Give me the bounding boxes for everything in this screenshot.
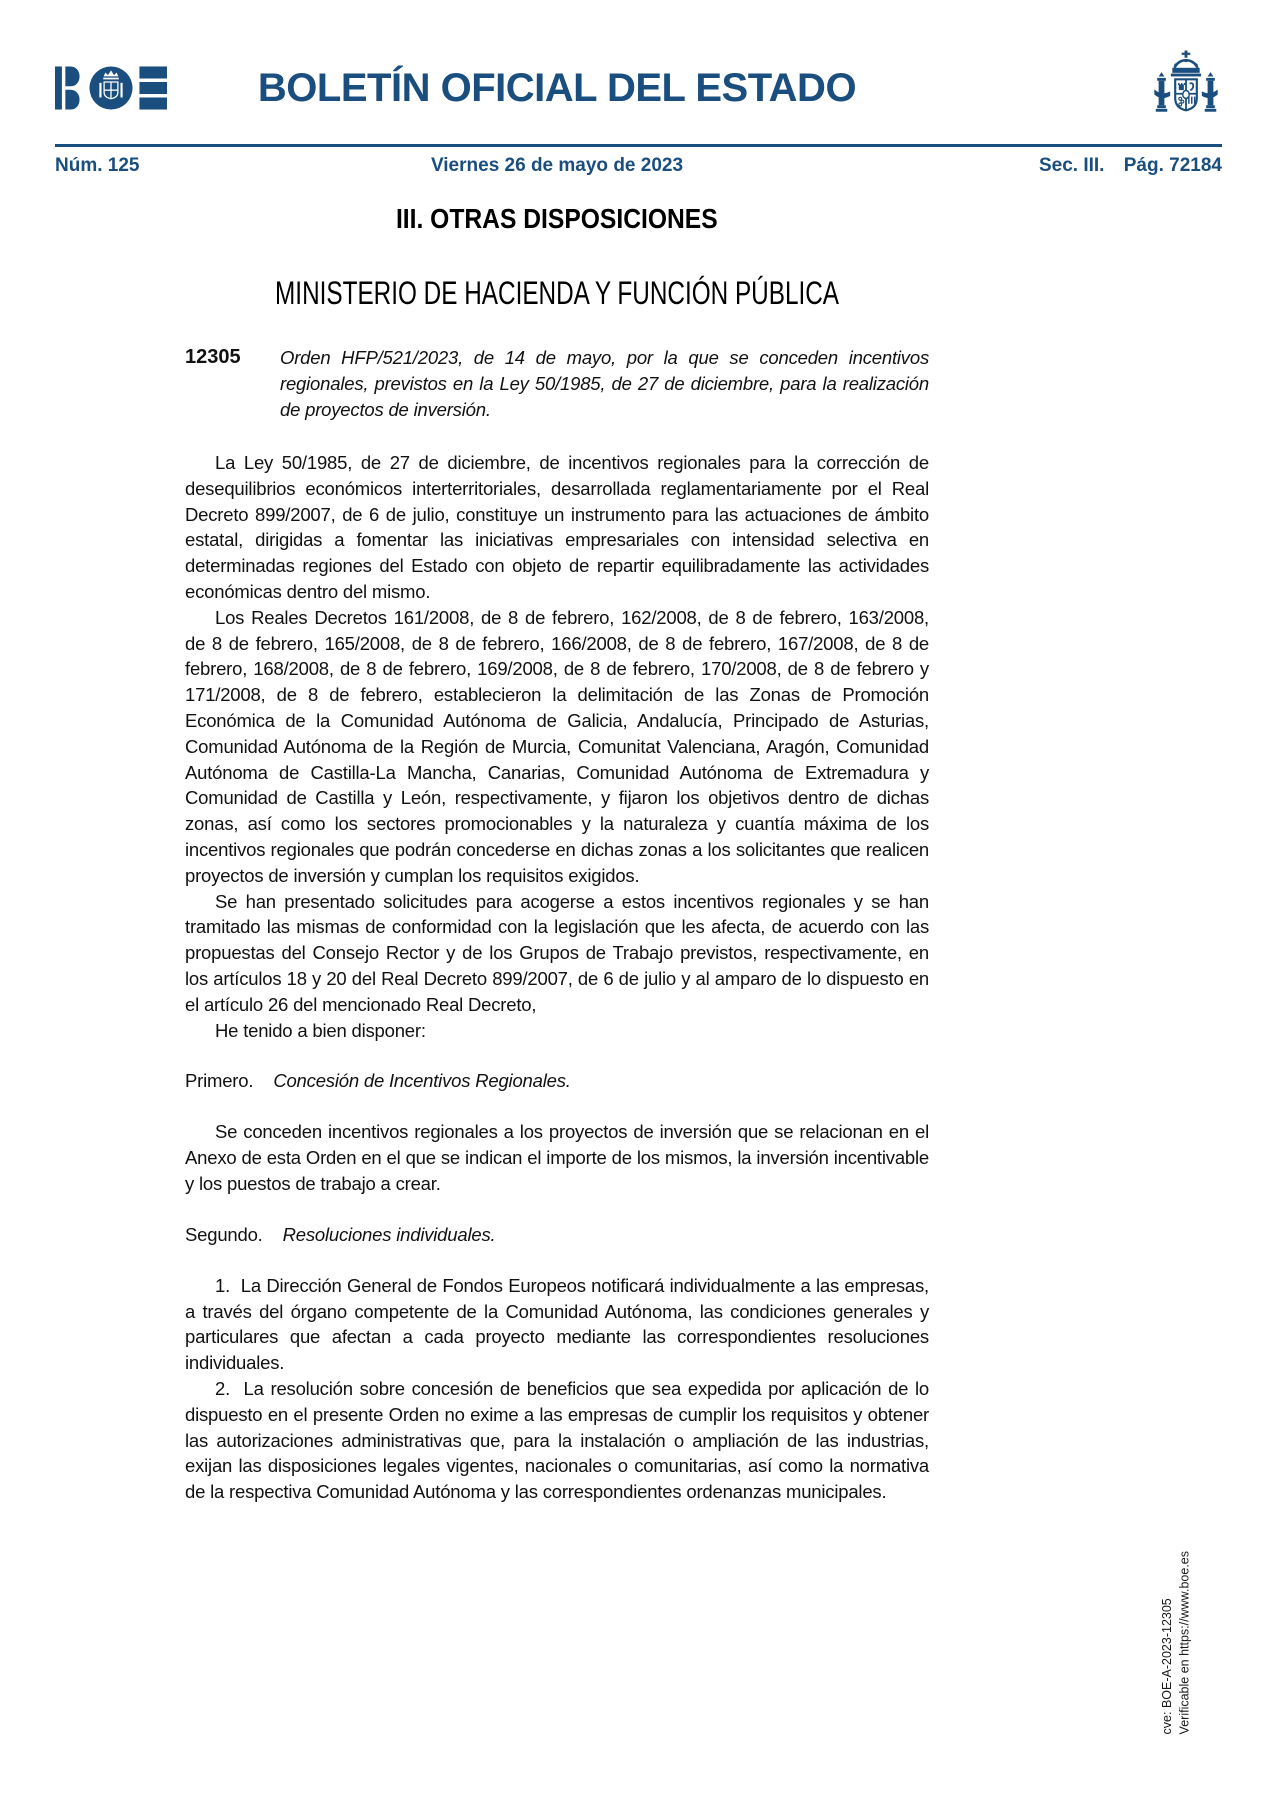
disposition-kind-text: III. OTRAS DISPOSICIONES (396, 203, 718, 234)
issue-number: Núm. 125 (55, 155, 140, 176)
header-meta (55, 155, 1222, 179)
section-label: Primero. (185, 1070, 254, 1092)
order-title: Orden HFP/521/2023, de 14 de mayo, por la que se conceden incentivos regionales, previstos en la Ley 50/1985, de 27 de diciembre, para la realización de proyectos de inversión. (280, 347, 929, 420)
intro-paragraph: La Ley 50/1985, de 27 de diciembre, de incentivos regionales para la corrección de desequilibrios económicos interterritoriales, desarrollada reglamentariamente por el Real Decreto 899/2007, de 6 de julio, constituye un instrumento para las actuaciones de ámbito estatal, dirigidas a fomentar las iniciativas empresariales con intensidad selectiva en determinadas regiones del Estado con objeto de repartir equilibradamente las actividades económicas dentro del mismo. (185, 452, 929, 602)
cve-sidebar (1159, 1551, 1194, 1734)
page-number: Pág. 72184 (1123, 155, 1222, 176)
intro-paragraph: Se han presentado solicitudes para acogerse a estos incentivos regionales y se han tramitado las mismas de conformidad con la legislación que les afecta, de acuerdo con las propuestas del Consejo Rector y de los Grupos de Trabajo previstos, respectivamente, en los artículos 18 y 20 del Real Decreto 899/2007, de 6 de julio y al amparo de lo dispuesto en el artículo 26 del mencionado Real Decreto, (185, 890, 929, 1015)
order-number: 12305 (185, 346, 241, 368)
order-item (185, 345, 929, 423)
section-paragraph: 2. La resolución sobre concesión de beneficios que sea expedida por aplicación de lo dispuesto en el presente Orden no exime a las empresas de cumplir los requisitos y obtener las autorizaciones administrativas que, para la instalación o ampliación de las industrias, exijan las disposiciones legales vigentes, nacionales o comunitarias, así como la normativa de la respectiva Comunidad Autónoma y las correspondientes ordenanzas municipales. (185, 1377, 929, 1503)
section-title: Resoluciones individuales. (282, 1223, 496, 1245)
section-heading-segundo (185, 1224, 929, 1246)
spain-coat-of-arms-icon (1150, 50, 1222, 141)
verifiable-note: Verificable en https://www.boe.es (1177, 1550, 1192, 1734)
boe-logo-icon (55, 54, 167, 127)
cve-code: cve: BOE-A-2023-12305 (1160, 1597, 1174, 1734)
section-paragraph: Se conceden incentivos regionales a los proyectos de inversión que se relacionan en el Anexo de esta Orden en el que se indican el importe de los mismos, la inversión incentivable y los puestos de trabajo a crear. (185, 1121, 929, 1194)
document-body (185, 203, 929, 1505)
gazette-title: BOLETÍN OFICIAL DEL ESTADO (257, 66, 857, 110)
section-page (1039, 155, 1222, 177)
ministry-heading (185, 275, 929, 311)
intro-paragraph: He tenido a bien disponer: (215, 1019, 426, 1041)
section-label: Segundo. (185, 1223, 263, 1245)
issue-date: Viernes 26 de mayo de 2023 (430, 155, 684, 176)
section-heading-primero (185, 1070, 929, 1092)
intro-paragraph: Los Reales Decretos 161/2008, de 8 de febrero, 162/2008, de 8 de febrero, 163/2008, de 8 de febrero, 165/2008, de 8 de febrero, 166/2008, de 8 de febrero, 167/2008, de 8 de febrero, 168/2008, de 8 de febrero, 169/2008, de 8 de febrero, 170/2008, de 8 de febrero y 171/2008, de 8 de febrero, establecieron la delimitación de las Zonas de Promoción Económica de la Comunidad Autónoma de Galicia, Andalucía, Principado de Asturias, Comunidad Autónoma de la Región de Murcia, Comunitat Valenciana, Aragón, Comunidad Autónoma de Castilla-La Mancha, Canarias, Comunidad Autónoma de Extremadura y Comunidad de Castilla y León, respectivamente, y fijaron los objetivos dentro de dichas zonas, así como los sectores promocionables y la naturaleza y cuantía máxima de los incentivos regionales que podrán concederse en dichas zonas a los solicitantes que realicen proyectos de inversión y cumplan los requisitos exigidos. (185, 606, 929, 886)
ministry-text: MINISTERIO DE HACIENDA Y FUNCIÓN PÚBLICA (275, 275, 839, 311)
section-paragraph: 1. La Dirección General de Fondos Europeos notificará individualmente a las empresas, a través del órgano competente de la Comunidad Autónoma, las condiciones generales y particulares que afectan a cada proyecto mediante las correspondientes resoluciones individuales. (185, 1274, 929, 1374)
section-title: Concesión de Incentivos Regionales. (273, 1070, 571, 1092)
header-divider (55, 144, 1222, 147)
disposition-kind-heading (185, 203, 929, 235)
section-label: Sec. III. (1038, 155, 1105, 176)
